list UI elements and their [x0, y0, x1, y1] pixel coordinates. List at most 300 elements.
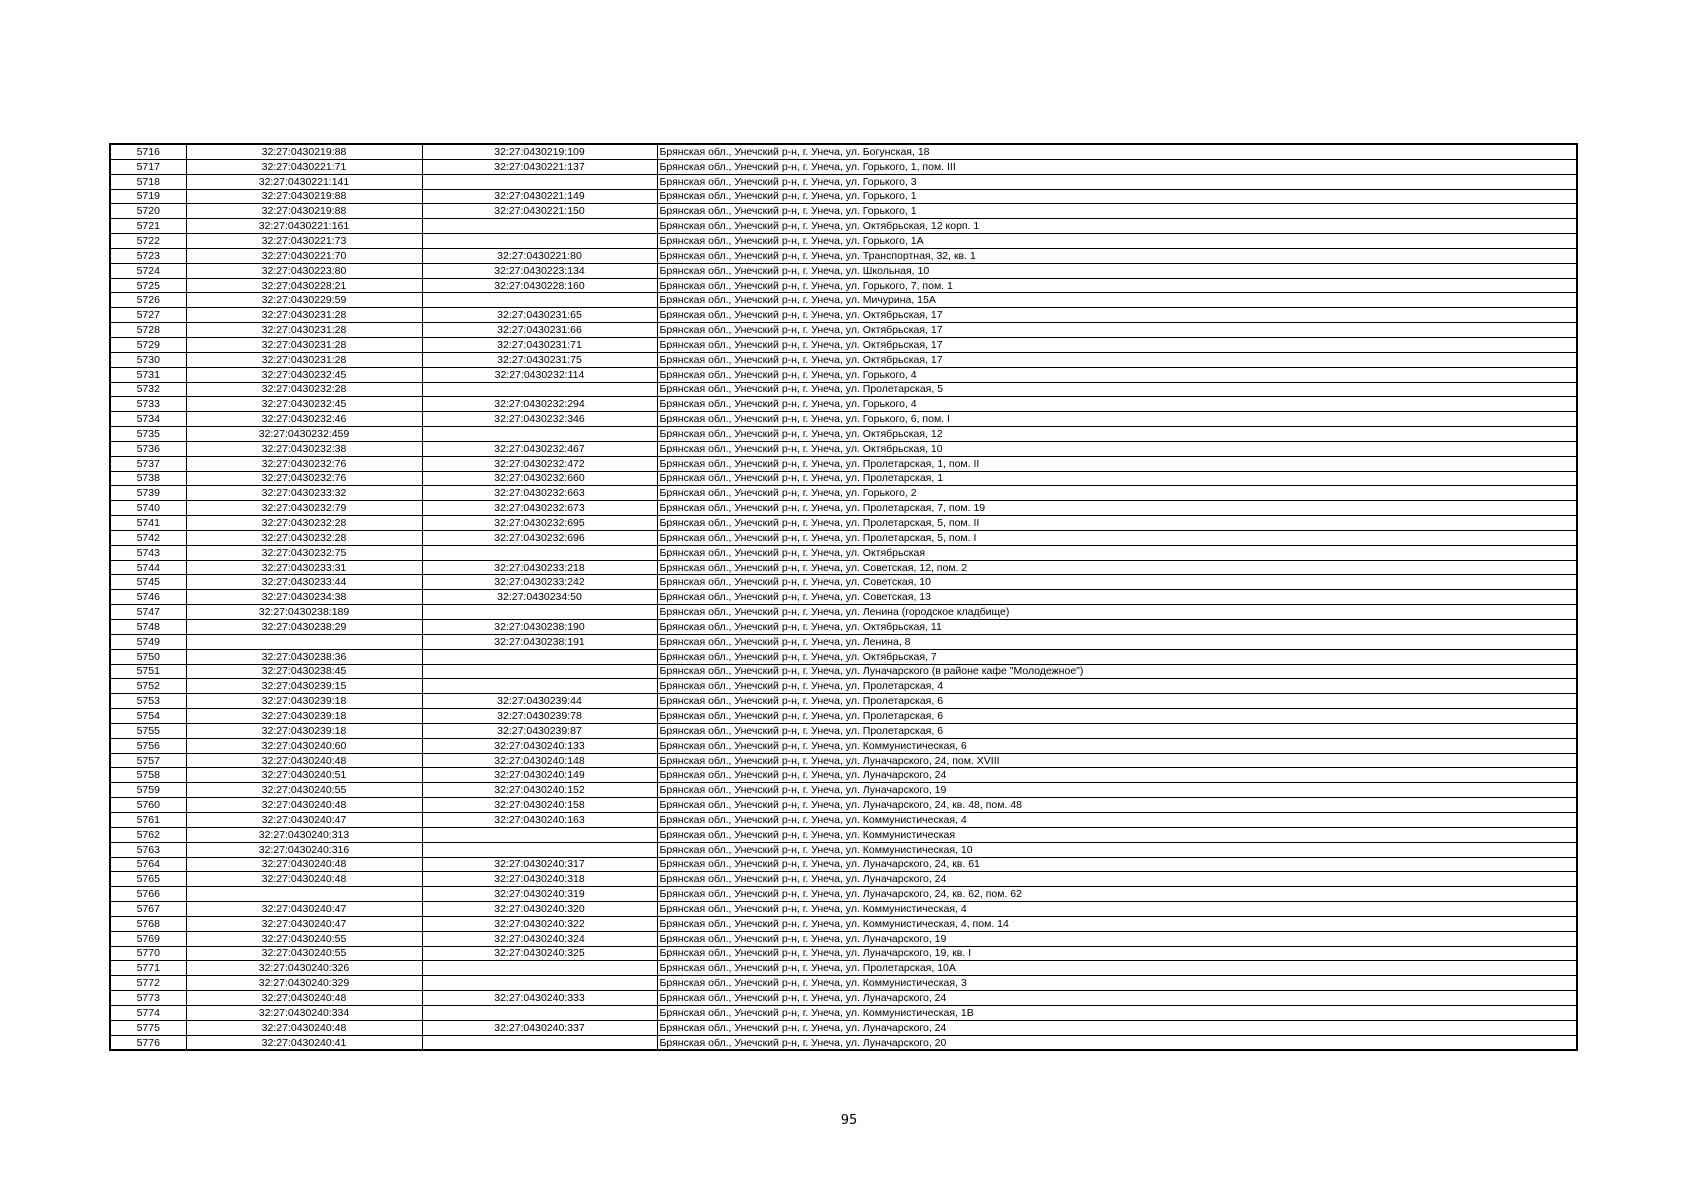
- cadastral-number-cell: 32:27:0430228:21: [186, 278, 422, 293]
- table-row: [110, 486, 1577, 501]
- object-cadastral-number-cell: 32:27:0430240:148: [422, 753, 657, 768]
- row-number-cell: 5762: [110, 827, 186, 842]
- table-row: [110, 1035, 1577, 1050]
- address-cell: Брянская обл., Унечский р-н, г. Унеча, ул. Мичурина, 15А: [657, 293, 1577, 308]
- address-cell: Брянская обл., Унечский р-н, г. Унеча, ул. Горького, 6, пом. I: [657, 412, 1577, 427]
- address-cell: Брянская обл., Унечский р-н, г. Унеча, ул. Коммунистическая, 1В: [657, 1005, 1577, 1020]
- table-row: [110, 530, 1577, 545]
- address-cell: Брянская обл., Унечский р-н, г. Унеча, ул. Луначарского, 24, кв. 61: [657, 857, 1577, 872]
- table-row: [110, 783, 1577, 798]
- cadastral-number-cell: 32:27:0430232:46: [186, 412, 422, 427]
- object-cadastral-number-cell: [422, 382, 657, 397]
- table-row: [110, 842, 1577, 857]
- object-cadastral-number-cell: 32:27:0430240:158: [422, 798, 657, 813]
- object-cadastral-number-cell: [422, 664, 657, 679]
- page-number: 95: [840, 1113, 858, 1128]
- cadastral-number-cell: 32:27:0430240:48: [186, 991, 422, 1006]
- cadastral-number-cell: 32:27:0430221:70: [186, 248, 422, 263]
- row-number-cell: 5771: [110, 961, 186, 976]
- row-number-cell: 5763: [110, 842, 186, 857]
- cadastral-number-cell: 32:27:0430232:38: [186, 441, 422, 456]
- table-row: [110, 916, 1577, 931]
- object-cadastral-number-cell: 32:27:0430231:75: [422, 352, 657, 367]
- table-row: [110, 174, 1577, 189]
- table-row: [110, 664, 1577, 679]
- cadastral-number-cell: 32:27:0430232:45: [186, 367, 422, 382]
- object-cadastral-number-cell: 32:27:0430238:190: [422, 620, 657, 635]
- address-cell: Брянская обл., Унечский р-н, г. Унеча, ул. Октябрьская, 12 корп. 1: [657, 219, 1577, 234]
- object-cadastral-number-cell: [422, 545, 657, 560]
- cadastral-number-cell: 32:27:0430232:28: [186, 382, 422, 397]
- object-cadastral-number-cell: [422, 234, 657, 249]
- row-number-cell: 5722: [110, 234, 186, 249]
- table-row: [110, 427, 1577, 442]
- address-cell: Брянская обл., Унечский р-н, г. Унеча, ул. Пролетарская, 10А: [657, 961, 1577, 976]
- address-cell: Брянская обл., Унечский р-н, г. Унеча, ул. Пролетарская, 4: [657, 679, 1577, 694]
- row-number-cell: 5742: [110, 530, 186, 545]
- row-number-cell: 5728: [110, 323, 186, 338]
- address-cell: Брянская обл., Унечский р-н, г. Унеча, ул. Октябрьская, 11: [657, 620, 1577, 635]
- table-row: [110, 590, 1577, 605]
- address-cell: Брянская обл., Унечский р-н, г. Унеча, ул. Пролетарская, 6: [657, 709, 1577, 724]
- table-row: [110, 219, 1577, 234]
- cadastral-number-cell: 32:27:0430219:88: [186, 204, 422, 219]
- cadastral-number-cell: 32:27:0430240:316: [186, 842, 422, 857]
- row-number-cell: 5754: [110, 709, 186, 724]
- address-cell: Брянская обл., Унечский р-н, г. Унеча, ул. Октябрьская, 17: [657, 308, 1577, 323]
- address-cell: Брянская обл., Унечский р-н, г. Унеча, ул. Луначарского, 24, кв. 48, пом. 48: [657, 798, 1577, 813]
- row-number-cell: 5733: [110, 397, 186, 412]
- object-cadastral-number-cell: 32:27:0430234:50: [422, 590, 657, 605]
- address-cell: Брянская обл., Унечский р-н, г. Унеча, ул. Луначарского, 24: [657, 1020, 1577, 1035]
- table-row: [110, 204, 1577, 219]
- table-row: [110, 382, 1577, 397]
- object-cadastral-number-cell: [422, 174, 657, 189]
- row-number-cell: 5738: [110, 471, 186, 486]
- address-cell: Брянская обл., Унечский р-н, г. Унеча, ул. Пролетарская, 1, пом. II: [657, 456, 1577, 471]
- object-cadastral-number-cell: 32:27:0430232:346: [422, 412, 657, 427]
- row-number-cell: 5716: [110, 144, 186, 159]
- object-cadastral-number-cell: 32:27:0430221:149: [422, 189, 657, 204]
- object-cadastral-number-cell: [422, 827, 657, 842]
- table-row: [110, 649, 1577, 664]
- row-number-cell: 5726: [110, 293, 186, 308]
- table-row: [110, 560, 1577, 575]
- object-cadastral-number-cell: 32:27:0430240:152: [422, 783, 657, 798]
- table-row: [110, 575, 1577, 590]
- row-number-cell: 5747: [110, 605, 186, 620]
- row-number-cell: 5739: [110, 486, 186, 501]
- object-cadastral-number-cell: [422, 976, 657, 991]
- row-number-cell: 5744: [110, 560, 186, 575]
- address-cell: Брянская обл., Унечский р-н, г. Унеча, ул. Октябрьская, 12: [657, 427, 1577, 442]
- table-row: [110, 278, 1577, 293]
- row-number-cell: 5755: [110, 723, 186, 738]
- object-cadastral-number-cell: 32:27:0430232:673: [422, 501, 657, 516]
- cadastral-number-cell: 32:27:0430240:47: [186, 916, 422, 931]
- cadastral-number-cell: 32:27:0430232:45: [186, 397, 422, 412]
- cadastral-number-cell: 32:27:0430240:329: [186, 976, 422, 991]
- cadastral-number-cell: 32:27:0430232:28: [186, 530, 422, 545]
- address-cell: Брянская обл., Унечский р-н, г. Унеча, ул. Луначарского, 24: [657, 872, 1577, 887]
- object-cadastral-number-cell: 32:27:0430233:242: [422, 575, 657, 590]
- address-cell: Брянская обл., Унечский р-н, г. Унеча, ул. Октябрьская, 17: [657, 323, 1577, 338]
- address-cell: Брянская обл., Унечский р-н, г. Унеча, ул. Луначарского, 24: [657, 991, 1577, 1006]
- object-cadastral-number-cell: [422, 605, 657, 620]
- row-number-cell: 5770: [110, 946, 186, 961]
- row-number-cell: 5761: [110, 812, 186, 827]
- object-cadastral-number-cell: [422, 219, 657, 234]
- cadastral-number-cell: 32:27:0430239:18: [186, 723, 422, 738]
- table-row: [110, 501, 1577, 516]
- object-cadastral-number-cell: 32:27:0430239:87: [422, 723, 657, 738]
- cadastral-number-cell: [186, 887, 422, 902]
- address-cell: Брянская обл., Унечский р-н, г. Унеча, ул. Советская, 13: [657, 590, 1577, 605]
- table-row: [110, 753, 1577, 768]
- row-number-cell: 5758: [110, 768, 186, 783]
- table-row: [110, 768, 1577, 783]
- row-number-cell: 5723: [110, 248, 186, 263]
- cadastral-number-cell: 32:27:0430232:28: [186, 516, 422, 531]
- object-cadastral-number-cell: [422, 842, 657, 857]
- table-row: [110, 961, 1577, 976]
- object-cadastral-number-cell: [422, 1005, 657, 1020]
- table-row: [110, 367, 1577, 382]
- table-row: [110, 931, 1577, 946]
- address-cell: Брянская обл., Унечский р-н, г. Унеча, ул. Горького, 4: [657, 397, 1577, 412]
- cadastral-number-cell: 32:27:0430239:18: [186, 694, 422, 709]
- object-cadastral-number-cell: 32:27:0430231:71: [422, 337, 657, 352]
- table-row: [110, 738, 1577, 753]
- cadastral-number-cell: 32:27:0430240:48: [186, 1020, 422, 1035]
- address-cell: Брянская обл., Унечский р-н, г. Унеча, ул. Луначарского (в районе кафе "Молодежное"): [657, 664, 1577, 679]
- object-cadastral-number-cell: 32:27:0430240:163: [422, 812, 657, 827]
- row-number-cell: 5719: [110, 189, 186, 204]
- address-cell: Брянская обл., Унечский р-н, г. Унеча, ул. Октябрьская: [657, 545, 1577, 560]
- address-cell: Брянская обл., Унечский р-н, г. Унеча, ул. Луначарского, 20: [657, 1035, 1577, 1050]
- cadastral-number-cell: 32:27:0430221:71: [186, 159, 422, 174]
- row-number-cell: 5717: [110, 159, 186, 174]
- cadastral-number-cell: 32:27:0430232:75: [186, 545, 422, 560]
- address-cell: Брянская обл., Унечский р-н, г. Унеча, ул. Луначарского, 24, пом. XVIII: [657, 753, 1577, 768]
- object-cadastral-number-cell: 32:27:0430240:333: [422, 991, 657, 1006]
- address-cell: Брянская обл., Унечский р-н, г. Унеча, ул. Октябрьская, 7: [657, 649, 1577, 664]
- object-cadastral-number-cell: [422, 961, 657, 976]
- address-cell: Брянская обл., Унечский р-н, г. Унеча, ул. Горького, 1: [657, 189, 1577, 204]
- row-number-cell: 5720: [110, 204, 186, 219]
- table-row: [110, 679, 1577, 694]
- table-row: [110, 812, 1577, 827]
- table-row: [110, 248, 1577, 263]
- registry-table: [109, 143, 1578, 1051]
- table-row: [110, 634, 1577, 649]
- address-cell: Брянская обл., Унечский р-н, г. Унеча, ул. Луначарского, 24: [657, 768, 1577, 783]
- object-cadastral-number-cell: 32:27:0430238:191: [422, 634, 657, 649]
- address-cell: Брянская обл., Унечский р-н, г. Унеча, ул. Коммунистическая, 6: [657, 738, 1577, 753]
- table-row: [110, 946, 1577, 961]
- table-row: [110, 234, 1577, 249]
- table-row: [110, 620, 1577, 635]
- row-number-cell: 5734: [110, 412, 186, 427]
- row-number-cell: 5767: [110, 902, 186, 917]
- table-row: [110, 323, 1577, 338]
- address-cell: Брянская обл., Унечский р-н, г. Унеча, ул. Луначарского, 19, кв. I: [657, 946, 1577, 961]
- object-cadastral-number-cell: 32:27:0430232:663: [422, 486, 657, 501]
- table-row: [110, 441, 1577, 456]
- row-number-cell: 5718: [110, 174, 186, 189]
- address-cell: Брянская обл., Унечский р-н, г. Унеча, ул. Октябрьская, 17: [657, 352, 1577, 367]
- cadastral-number-cell: 32:27:0430232:79: [186, 501, 422, 516]
- cadastral-number-cell: 32:27:0430231:28: [186, 337, 422, 352]
- cadastral-number-cell: 32:27:0430233:32: [186, 486, 422, 501]
- address-cell: Брянская обл., Унечский р-н, г. Унеча, ул. Горького, 1А: [657, 234, 1577, 249]
- cadastral-number-cell: 32:27:0430219:88: [186, 189, 422, 204]
- address-cell: Брянская обл., Унечский р-н, г. Унеча, ул. Горького, 2: [657, 486, 1577, 501]
- table-row: [110, 798, 1577, 813]
- cadastral-number-cell: 32:27:0430238:29: [186, 620, 422, 635]
- table-row: [110, 991, 1577, 1006]
- object-cadastral-number-cell: 32:27:0430221:137: [422, 159, 657, 174]
- row-number-cell: 5753: [110, 694, 186, 709]
- cadastral-number-cell: 32:27:0430240:313: [186, 827, 422, 842]
- row-number-cell: 5773: [110, 991, 186, 1006]
- cadastral-number-cell: 32:27:0430240:41: [186, 1035, 422, 1050]
- table-row: [110, 827, 1577, 842]
- cadastral-number-cell: 32:27:0430240:334: [186, 1005, 422, 1020]
- object-cadastral-number-cell: 32:27:0430221:150: [422, 204, 657, 219]
- table-row: [110, 1005, 1577, 1020]
- cadastral-number-cell: 32:27:0430239:15: [186, 679, 422, 694]
- cadastral-number-cell: 32:27:0430240:48: [186, 798, 422, 813]
- object-cadastral-number-cell: 32:27:0430228:160: [422, 278, 657, 293]
- row-number-cell: 5721: [110, 219, 186, 234]
- object-cadastral-number-cell: [422, 649, 657, 664]
- address-cell: Брянская обл., Унечский р-н, г. Унеча, ул. Коммунистическая, 4, пом. 14: [657, 916, 1577, 931]
- object-cadastral-number-cell: [422, 427, 657, 442]
- row-number-cell: 5727: [110, 308, 186, 323]
- table-row: [110, 694, 1577, 709]
- address-cell: Брянская обл., Унечский р-н, г. Унеча, ул. Пролетарская, 5, пом. II: [657, 516, 1577, 531]
- table-row: [110, 456, 1577, 471]
- object-cadastral-number-cell: 32:27:0430239:44: [422, 694, 657, 709]
- address-cell: Брянская обл., Унечский р-н, г. Унеча, ул. Транспортная, 32, кв. 1: [657, 248, 1577, 263]
- row-number-cell: 5730: [110, 352, 186, 367]
- object-cadastral-number-cell: 32:27:0430240:320: [422, 902, 657, 917]
- row-number-cell: 5741: [110, 516, 186, 531]
- row-number-cell: 5740: [110, 501, 186, 516]
- address-cell: Брянская обл., Унечский р-н, г. Унеча, ул. Коммунистическая, 10: [657, 842, 1577, 857]
- address-cell: Брянская обл., Унечский р-н, г. Унеча, ул. Луначарского, 24, кв. 62, пом. 62: [657, 887, 1577, 902]
- address-cell: Брянская обл., Унечский р-н, г. Унеча, ул. Коммунистическая, 3: [657, 976, 1577, 991]
- address-cell: Брянская обл., Унечский р-н, г. Унеча, ул. Пролетарская, 6: [657, 723, 1577, 738]
- address-cell: Брянская обл., Унечский р-н, г. Унеча, ул. Советская, 10: [657, 575, 1577, 590]
- cadastral-number-cell: 32:27:0430240:55: [186, 946, 422, 961]
- address-cell: Брянская обл., Унечский р-н, г. Унеча, ул. Горького, 1: [657, 204, 1577, 219]
- row-number-cell: 5751: [110, 664, 186, 679]
- address-cell: Брянская обл., Унечский р-н, г. Унеча, ул. Коммунистическая: [657, 827, 1577, 842]
- address-cell: Брянская обл., Унечский р-н, г. Унеча, ул. Пролетарская, 7, пом. 19: [657, 501, 1577, 516]
- row-number-cell: 5760: [110, 798, 186, 813]
- object-cadastral-number-cell: 32:27:0430240:318: [422, 872, 657, 887]
- table-row: [110, 872, 1577, 887]
- table-row: [110, 189, 1577, 204]
- cadastral-number-cell: 32:27:0430229:59: [186, 293, 422, 308]
- object-cadastral-number-cell: 32:27:0430231:65: [422, 308, 657, 323]
- object-cadastral-number-cell: 32:27:0430219:109: [422, 144, 657, 159]
- cadastral-number-cell: 32:27:0430232:76: [186, 456, 422, 471]
- table-row: [110, 144, 1577, 159]
- row-number-cell: 5737: [110, 456, 186, 471]
- object-cadastral-number-cell: 32:27:0430221:80: [422, 248, 657, 263]
- table-row: [110, 352, 1577, 367]
- cadastral-number-cell: 32:27:0430234:38: [186, 590, 422, 605]
- cadastral-number-cell: 32:27:0430233:44: [186, 575, 422, 590]
- object-cadastral-number-cell: 32:27:0430232:660: [422, 471, 657, 486]
- address-cell: Брянская обл., Унечский р-н, г. Унеча, ул. Пролетарская, 1: [657, 471, 1577, 486]
- object-cadastral-number-cell: 32:27:0430240:317: [422, 857, 657, 872]
- address-cell: Брянская обл., Унечский р-н, г. Унеча, ул. Горького, 4: [657, 367, 1577, 382]
- table-row: [110, 337, 1577, 352]
- cadastral-number-cell: 32:27:0430223:80: [186, 263, 422, 278]
- cadastral-number-cell: 32:27:0430221:73: [186, 234, 422, 249]
- cadastral-number-cell: 32:27:0430240:55: [186, 783, 422, 798]
- object-cadastral-number-cell: 32:27:0430232:467: [422, 441, 657, 456]
- object-cadastral-number-cell: 32:27:0430240:322: [422, 916, 657, 931]
- cadastral-number-cell: 32:27:0430240:60: [186, 738, 422, 753]
- row-number-cell: 5748: [110, 620, 186, 635]
- table-row: [110, 709, 1577, 724]
- address-cell: Брянская обл., Унечский р-н, г. Унеча, ул. Горького, 7, пом. 1: [657, 278, 1577, 293]
- object-cadastral-number-cell: 32:27:0430231:66: [422, 323, 657, 338]
- table-row: [110, 545, 1577, 560]
- table-row: [110, 308, 1577, 323]
- object-cadastral-number-cell: 32:27:0430232:472: [422, 456, 657, 471]
- table-row: [110, 902, 1577, 917]
- row-number-cell: 5756: [110, 738, 186, 753]
- table-row: [110, 605, 1577, 620]
- cadastral-number-cell: 32:27:0430239:18: [186, 709, 422, 724]
- table-row: [110, 723, 1577, 738]
- row-number-cell: 5731: [110, 367, 186, 382]
- cadastral-number-cell: 32:27:0430231:28: [186, 308, 422, 323]
- table-row: [110, 1020, 1577, 1035]
- object-cadastral-number-cell: 32:27:0430240:325: [422, 946, 657, 961]
- table-row: [110, 397, 1577, 412]
- row-number-cell: 5732: [110, 382, 186, 397]
- row-number-cell: 5750: [110, 649, 186, 664]
- cadastral-number-cell: 32:27:0430232:76: [186, 471, 422, 486]
- cadastral-number-cell: 32:27:0430221:141: [186, 174, 422, 189]
- object-cadastral-number-cell: [422, 679, 657, 694]
- table-row: [110, 887, 1577, 902]
- row-number-cell: 5729: [110, 337, 186, 352]
- row-number-cell: 5765: [110, 872, 186, 887]
- row-number-cell: 5772: [110, 976, 186, 991]
- table-row: [110, 263, 1577, 278]
- row-number-cell: 5776: [110, 1035, 186, 1050]
- row-number-cell: 5764: [110, 857, 186, 872]
- cadastral-number-cell: 32:27:0430231:28: [186, 323, 422, 338]
- object-cadastral-number-cell: 32:27:0430232:696: [422, 530, 657, 545]
- row-number-cell: 5736: [110, 441, 186, 456]
- cadastral-number-cell: 32:27:0430240:48: [186, 753, 422, 768]
- address-cell: Брянская обл., Унечский р-н, г. Унеча, ул. Ленина, 8: [657, 634, 1577, 649]
- cadastral-number-cell: 32:27:0430238:45: [186, 664, 422, 679]
- object-cadastral-number-cell: 32:27:0430240:133: [422, 738, 657, 753]
- object-cadastral-number-cell: 32:27:0430240:324: [422, 931, 657, 946]
- row-number-cell: 5746: [110, 590, 186, 605]
- cadastral-number-cell: 32:27:0430240:47: [186, 812, 422, 827]
- table-row: [110, 293, 1577, 308]
- row-number-cell: 5766: [110, 887, 186, 902]
- table-row: [110, 516, 1577, 531]
- row-number-cell: 5752: [110, 679, 186, 694]
- cadastral-number-cell: 32:27:0430240:55: [186, 931, 422, 946]
- object-cadastral-number-cell: 32:27:0430240:149: [422, 768, 657, 783]
- object-cadastral-number-cell: 32:27:0430232:114: [422, 367, 657, 382]
- cadastral-number-cell: [186, 634, 422, 649]
- object-cadastral-number-cell: [422, 293, 657, 308]
- cadastral-number-cell: 32:27:0430238:189: [186, 605, 422, 620]
- row-number-cell: 5725: [110, 278, 186, 293]
- cadastral-number-cell: 32:27:0430221:161: [186, 219, 422, 234]
- row-number-cell: 5775: [110, 1020, 186, 1035]
- address-cell: Брянская обл., Унечский р-н, г. Унеча, ул. Советская, 12, пом. 2: [657, 560, 1577, 575]
- object-cadastral-number-cell: 32:27:0430240:319: [422, 887, 657, 902]
- cadastral-number-cell: 32:27:0430232:459: [186, 427, 422, 442]
- address-cell: Брянская обл., Унечский р-н, г. Унеча, ул. Октябрьская, 17: [657, 337, 1577, 352]
- row-number-cell: 5757: [110, 753, 186, 768]
- row-number-cell: 5735: [110, 427, 186, 442]
- address-cell: Брянская обл., Унечский р-н, г. Унеча, ул. Горького, 3: [657, 174, 1577, 189]
- address-cell: Брянская обл., Унечский р-н, г. Унеча, ул. Пролетарская, 6: [657, 694, 1577, 709]
- address-cell: Брянская обл., Унечский р-н, г. Унеча, ул. Школьная, 10: [657, 263, 1577, 278]
- cadastral-number-cell: 32:27:0430240:326: [186, 961, 422, 976]
- cadastral-number-cell: 32:27:0430231:28: [186, 352, 422, 367]
- object-cadastral-number-cell: [422, 1035, 657, 1050]
- cadastral-number-cell: 32:27:0430238:36: [186, 649, 422, 664]
- cadastral-number-cell: 32:27:0430240:48: [186, 857, 422, 872]
- table-row: [110, 857, 1577, 872]
- object-cadastral-number-cell: 32:27:0430233:218: [422, 560, 657, 575]
- address-cell: Брянская обл., Унечский р-н, г. Унеча, ул. Луначарского, 19: [657, 931, 1577, 946]
- table-row: [110, 976, 1577, 991]
- object-cadastral-number-cell: 32:27:0430239:78: [422, 709, 657, 724]
- address-cell: Брянская обл., Унечский р-н, г. Унеча, ул. Коммунистическая, 4: [657, 812, 1577, 827]
- cadastral-number-cell: 32:27:0430240:51: [186, 768, 422, 783]
- address-cell: Брянская обл., Унечский р-н, г. Унеча, ул. Горького, 1, пом. III: [657, 159, 1577, 174]
- address-cell: Брянская обл., Унечский р-н, г. Унеча, ул. Коммунистическая, 4: [657, 902, 1577, 917]
- address-cell: Брянская обл., Унечский р-н, г. Унеча, ул. Богунская, 18: [657, 144, 1577, 159]
- object-cadastral-number-cell: 32:27:0430223:134: [422, 263, 657, 278]
- address-cell: Брянская обл., Унечский р-н, г. Унеча, ул. Октябрьская, 10: [657, 441, 1577, 456]
- cadastral-number-cell: 32:27:0430219:88: [186, 144, 422, 159]
- object-cadastral-number-cell: 32:27:0430240:337: [422, 1020, 657, 1035]
- cadastral-number-cell: 32:27:0430240:47: [186, 902, 422, 917]
- cadastral-number-cell: 32:27:0430233:31: [186, 560, 422, 575]
- address-cell: Брянская обл., Унечский р-н, г. Унеча, ул. Ленина (городское кладбище): [657, 605, 1577, 620]
- address-cell: Брянская обл., Унечский р-н, г. Унеча, ул. Пролетарская, 5: [657, 382, 1577, 397]
- row-number-cell: 5724: [110, 263, 186, 278]
- table-row: [110, 159, 1577, 174]
- object-cadastral-number-cell: 32:27:0430232:695: [422, 516, 657, 531]
- row-number-cell: 5759: [110, 783, 186, 798]
- object-cadastral-number-cell: 32:27:0430232:294: [422, 397, 657, 412]
- registry-table-body: [110, 144, 1577, 1050]
- address-cell: Брянская обл., Унечский р-н, г. Унеча, ул. Пролетарская, 5, пом. I: [657, 530, 1577, 545]
- row-number-cell: 5774: [110, 1005, 186, 1020]
- row-number-cell: 5769: [110, 931, 186, 946]
